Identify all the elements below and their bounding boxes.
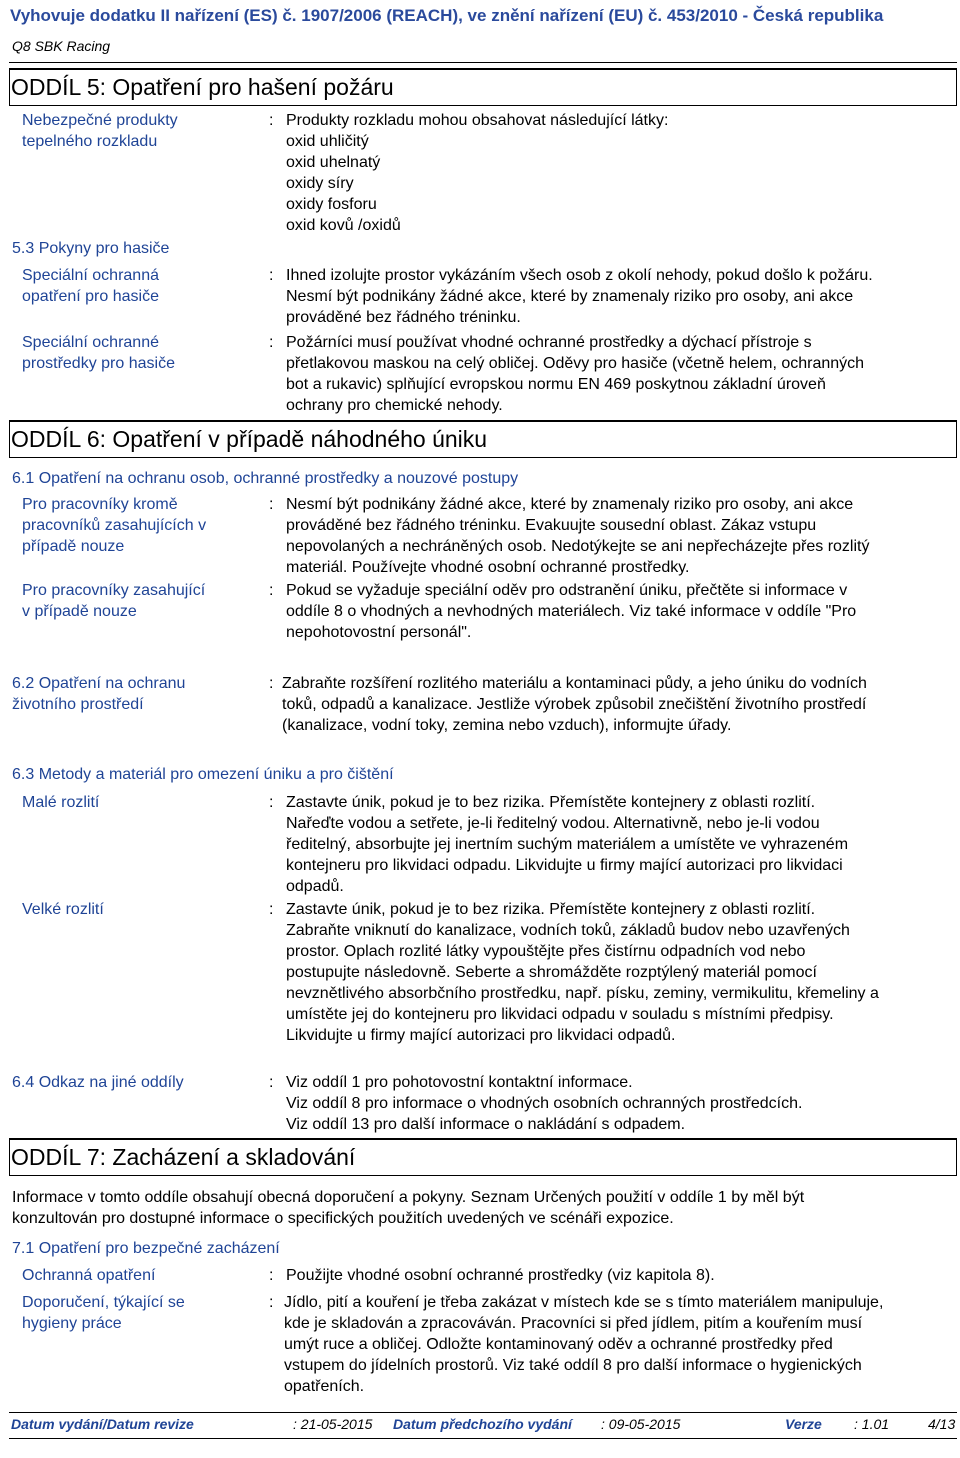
footer-issue-date-label: Datum vydání/Datum revize xyxy=(11,1416,194,1432)
section5-title: ODDÍL 5: Opatření pro hašení požáru xyxy=(11,74,394,100)
large-spill-text: Zastavte únik, pokud je to bez rizika. Přemístěte kontejnery z oblasti rozlití. Zabraňte vniknutí do kanalizace, vodních toků, základů budov nebo uzavřených prostor. Oplach rozlité látky vypouštějte přes čistírnu odpadních vod nebo postupujte následovně. Seberte a shromážděte rozptýlený materiál pomocí nevznětlivého absorbčního prostředku, např. písku, zeminy, vermikulitu, křemeliny a umístěte jej do kontejneru pro likvidaci odpadu v souladu s místními předpisy. Likvidujte u firmy mající autorizaci pro likvidaci odpadů. xyxy=(286,901,879,1044)
large-spill-label: Velké rozlití xyxy=(22,901,104,918)
subsection-6-3-heading: 6.3 Metody a materiál pro omezení úniku a pro čištění xyxy=(12,766,394,783)
footer-page-number: 4/13 xyxy=(928,1416,956,1432)
special-measures-label: Speciální ochranná opatření pro hasiče xyxy=(22,267,159,305)
hazardous-products-label: Nebezpečné produkty tepelného rozkladu xyxy=(22,112,178,150)
hygiene-advice-label: Doporučení, týkající se hygieny práce xyxy=(22,1294,185,1332)
protective-measures-label: Ochranná opatření xyxy=(22,1267,156,1284)
footer xyxy=(11,1415,957,1437)
colon: : xyxy=(269,112,274,129)
section6-bottom-border xyxy=(9,457,957,458)
hygiene-advice-text: Jídlo, pití a kouření je třeba zakázat v místech kde se s tímto materiálem manipuluje, kde je skladován a zpracováván. Pracovníci si před jídlem, pitím a kouřením musí umýt ruce a obličej. Odložte kontaminovaný oděv a ochranné prostředky před vstupem do jídelních prostorů. Viz také oddíl 8 pro další informace o hygienických opatřeních. xyxy=(284,1294,884,1395)
footer-issue-date-value: : 21-05-2015 xyxy=(293,1416,373,1432)
colon: : xyxy=(269,901,274,918)
colon: : xyxy=(269,496,274,513)
subsection-6-4-heading: 6.4 Odkaz na jiné oddíly xyxy=(12,1074,184,1091)
non-emergency-personnel-text: Nesmí být podnikány žádné akce, které by znamenaly riziko pro osoby, ani akce prováděné bez řádného tréninku. Evakuujte sousední oblast. Zákaz vstupu nepovolaných a nechráněných osob. Nedotýkejte se ani nepřecházejte přes rozlitý materiál. Používejte vhodné osobní ochranné prostředky. xyxy=(286,496,870,576)
section7-intro: Informace v tomto oddíle obsahují obecná doporučení a pokyny. Seznam Určených použití v oddíle 1 by měl být konzultován pro dostupné informace o specifických použitích uvedených ve scénáři expozice. xyxy=(12,1189,805,1227)
special-equipment-text: Požárníci musí používat vhodné ochranné prostředky a dýchací přístroje s přetlakovou maskou na celý obličej. Oděvy pro hasiče (včetně helem, ochranných bot a rukavic) splňující evropskou normu EN 469 poskytnou základní úroveň ochrany pro chemické nehody. xyxy=(286,334,865,414)
subsection-6-2-heading: 6.2 Opatření na ochranu životního prostředí xyxy=(12,675,186,713)
section7-right-border xyxy=(956,1138,957,1176)
colon: : xyxy=(269,1294,274,1311)
section5-left-border xyxy=(9,68,10,106)
colon: : xyxy=(269,334,274,351)
section5-right-border xyxy=(956,68,957,106)
section7-left-border xyxy=(9,1138,10,1176)
colon: : xyxy=(269,1267,274,1284)
section7-title: ODDÍL 7: Zacházení a skladování xyxy=(11,1144,356,1170)
colon: : xyxy=(269,794,274,811)
section5-bottom-border xyxy=(9,105,957,106)
environmental-precautions-text: Zabraňte rozšíření rozlitého materiálu a kontaminaci půdy, a jeho úniku do vodních toků, odpadů a kanalizace. Jestliže výrobek způsobil znečištění životního prostředí (kanalizace, vodní toky, zemina nebo vzduch), informujte úřady. xyxy=(282,675,867,734)
footer-divider xyxy=(9,1412,957,1413)
footer-version-value: : 1.01 xyxy=(854,1416,890,1432)
footer-version-label: Verze xyxy=(785,1416,822,1432)
subsection-6-1-heading: 6.1 Opatření na ochranu osob, ochranné prostředky a nouzové postupy xyxy=(12,470,519,487)
product-name: Q8 SBK Racing xyxy=(12,38,111,54)
subsection-5-3-heading: 5.3 Pokyny pro hasiče xyxy=(12,240,170,257)
section7-top-border xyxy=(9,1138,957,1140)
reference-sections-text: Viz oddíl 1 pro pohotovostní kontaktní informace. Viz oddíl 8 pro informace o vhodných osobních ochranných prostředcích. Viz oddíl 13 pro další informace o nakládání s odpadem. xyxy=(286,1074,803,1133)
colon: : xyxy=(269,582,274,599)
colon: : xyxy=(269,267,274,284)
section6-top-border xyxy=(9,420,957,422)
footer-previous-date-value: : 09-05-2015 xyxy=(601,1416,681,1432)
emergency-responders-text: Pokud se vyžaduje speciální oděv pro odstranění úniku, přečtěte si informace v oddíle 8 o vhodných a nevhodných materiálech. Viz také informace v oddíle "Pro nepohotovostní personál". xyxy=(286,582,857,641)
document-header-title: Vyhovuje dodatku II nařízení (ES) č. 1907/2006 (REACH), ve znění nařízení (EU) č. 453/2010 - Česká republika xyxy=(10,6,884,25)
footer-previous-date-label: Datum předchozího vydání xyxy=(393,1416,572,1432)
section6-left-border xyxy=(9,420,10,458)
colon: : xyxy=(269,675,274,692)
small-spill-text: Zastavte únik, pokud je to bez rizika. Přemístěte kontejnery z oblasti rozlití. Nařeďte vodou a setřete, je-li ředitelný vodou. Alternativně, nebo je-li vodou ředitelný, absorbujte jej inertním suchým materiálem a umístěte ve vyhrazeném kontejneru pro likvidaci odpadu. Likvidujte u firmy mající autorizaci pro likvidaci odpadů. xyxy=(286,794,849,895)
section5-top-border xyxy=(9,68,957,70)
small-spill-label: Malé rozlití xyxy=(22,794,100,811)
emergency-responders-label: Pro pracovníky zasahující v případě nouze xyxy=(22,582,206,620)
section6-right-border xyxy=(956,420,957,458)
header-divider xyxy=(9,62,957,63)
subsection-7-1-heading: 7.1 Opatření pro bezpečné zacházení xyxy=(12,1240,280,1257)
section7-bottom-border xyxy=(9,1175,957,1176)
special-measures-text: Ihned izolujte prostor vykázáním všech osob z okolí nehody, pokud došlo k požáru. Nesmí být podnikány žádné akce, které by znamenaly riziko pro osoby, ani akce prováděné bez řádného tréninku. xyxy=(286,267,873,326)
protective-measures-text: Použijte vhodné osobní ochranné prostředky (viz kapitola 8). xyxy=(286,1267,715,1284)
section6-title: ODDÍL 6: Opatření v případě náhodného úniku xyxy=(11,426,488,452)
footer-bottom-border xyxy=(9,1438,957,1439)
special-equipment-label: Speciální ochranné prostředky pro hasiče xyxy=(22,334,175,372)
hazardous-products-text: Produkty rozkladu mohou obsahovat následující látky: oxid uhličitý oxid uhelnatý oxidy síry oxidy fosforu oxid kovů /oxidů xyxy=(286,112,669,234)
colon: : xyxy=(269,1074,274,1091)
non-emergency-personnel-label: Pro pracovníky kromě pracovníků zasahujících v případě nouze xyxy=(22,496,207,555)
